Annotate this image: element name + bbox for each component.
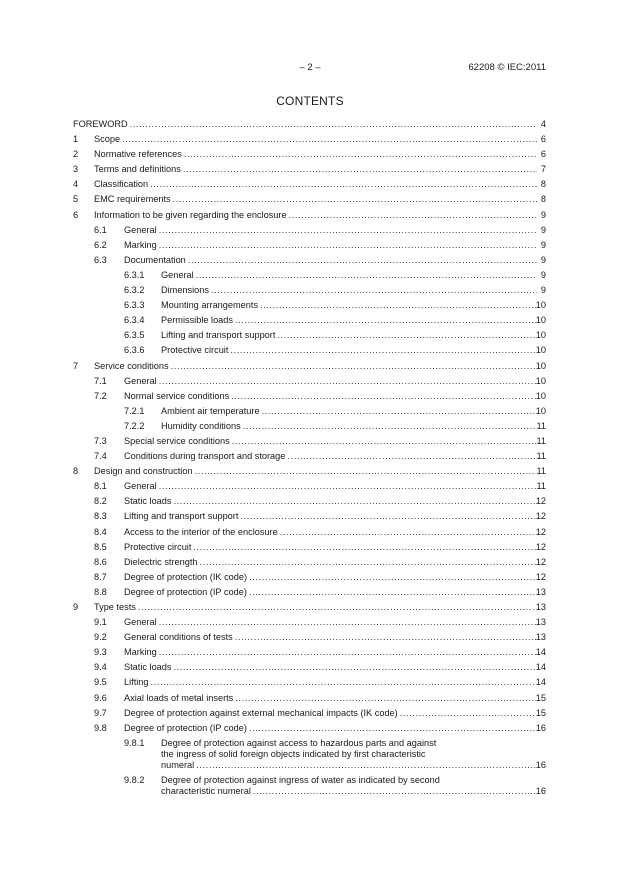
toc-entry[interactable] — [73, 300, 546, 311]
toc-entry-page: 8 — [537, 179, 546, 190]
toc-entry-text: Protective circuit ..... — [161, 345, 536, 356]
toc-entry-text: General ..... — [161, 270, 537, 281]
toc-entry[interactable] — [73, 542, 546, 553]
toc-entry-page: 14 — [535, 677, 546, 688]
toc-entry-text: Permissible loads ..... — [161, 315, 536, 326]
toc-entry-text: Lifting ..... — [124, 677, 536, 688]
toc-entry-text: Classification ..... — [94, 179, 537, 190]
toc-entry-text: Static loads ..... — [124, 496, 536, 507]
toc-entry-number: 8.7 — [94, 571, 107, 582]
toc-entry-number: 5 — [73, 194, 79, 205]
toc-entry-text: Scope ..... — [94, 134, 537, 145]
toc-entry-page: 16 — [535, 759, 546, 770]
toc-entry-text: General conditions of tests ..... — [124, 632, 536, 643]
toc-entry-number: 6.3.1 — [124, 269, 145, 280]
toc-entry-page: 16 — [535, 785, 546, 796]
toc-entry-number: 6.3.2 — [124, 285, 145, 296]
toc-entry-page: 14 — [535, 662, 546, 673]
toc-entry-page: 8 — [537, 194, 546, 205]
document-id: 62208 © IEC:2011 — [468, 62, 546, 73]
toc-entry-page: 12 — [535, 496, 546, 507]
toc-entry-number: 8.2 — [94, 496, 107, 507]
toc-entry-text: Dielectric strength ..... — [124, 557, 536, 568]
toc-entry-number: 9.8.2 — [124, 774, 145, 785]
toc-entry-page: 4 — [537, 119, 546, 130]
toc-entry-number: 8.4 — [94, 526, 107, 537]
toc-entry[interactable] — [73, 376, 546, 387]
toc-entry[interactable] — [73, 119, 546, 130]
toc-entry-page: 9 — [537, 225, 546, 236]
toc-entry-text: Normative references ..... — [94, 149, 537, 160]
toc-entry-text: Degree of protection against external mechanical impacts (IK code) ..... — [124, 708, 536, 719]
toc-entry-page: 12 — [535, 526, 546, 537]
toc-entry-page: 10 — [535, 300, 546, 311]
toc-entry[interactable] — [73, 345, 546, 356]
table-of-contents — [73, 119, 546, 801]
toc-entry[interactable] — [73, 255, 546, 266]
toc-entry-page: 12 — [535, 556, 546, 567]
toc-entry-number: 9.8 — [94, 722, 107, 733]
toc-entry-number: 9.2 — [94, 632, 107, 643]
toc-entry-text: General ..... — [124, 617, 536, 628]
toc-entry-text: EMC requirements ..... — [94, 194, 537, 205]
toc-entry-number: 8.8 — [94, 586, 107, 597]
toc-entry-text-line: Degree of protection against access to hazardous parts and against — [161, 737, 437, 748]
toc-entry-number: 7.3 — [94, 435, 107, 446]
toc-entry-number: 1 — [73, 134, 79, 145]
toc-entry-text: Type tests ..... — [94, 602, 536, 613]
toc-entry-text-line: Degree of protection against ingress of water as indicated by second — [161, 774, 440, 785]
toc-entry[interactable] — [73, 330, 546, 341]
toc-entry-text: Normal service conditions ..... — [124, 391, 536, 402]
toc-entry[interactable] — [73, 315, 546, 326]
toc-entry-page: 9 — [537, 285, 546, 296]
toc-entry-number: 7.4 — [94, 451, 107, 462]
toc-entry[interactable] — [73, 662, 546, 673]
toc-entry-text: Mounting arrangements ..... — [161, 300, 536, 311]
toc-entry[interactable] — [73, 496, 546, 507]
toc-entry-text: Humidity conditions ..... — [161, 421, 536, 432]
toc-entry[interactable] — [73, 647, 546, 658]
toc-entry-page: 11 — [536, 420, 546, 431]
toc-entry[interactable] — [73, 587, 546, 598]
toc-entry-page: 10 — [535, 315, 546, 326]
toc-entry-page: 9 — [537, 255, 546, 266]
toc-entry-number: 6.1 — [94, 224, 107, 235]
toc-entry[interactable] — [73, 775, 546, 797]
toc-entry[interactable] — [73, 677, 546, 688]
toc-entry[interactable] — [73, 179, 546, 190]
toc-entry[interactable] — [73, 436, 546, 447]
toc-entry-number: 8.6 — [94, 556, 107, 567]
toc-entry-text: Lifting and transport support ..... — [161, 330, 536, 341]
toc-entry-number: 6.3.5 — [124, 330, 145, 341]
toc-entry-number: 6.3 — [94, 254, 107, 265]
toc-entry-page: 15 — [535, 692, 546, 703]
toc-entry-page: 6 — [537, 149, 546, 160]
toc-entry[interactable] — [73, 557, 546, 568]
toc-entry-text: FOREWORD ..... — [73, 119, 537, 130]
toc-entry-text: Ambient air temperature ..... — [161, 406, 536, 417]
toc-entry-text: numeral ..... — [161, 760, 536, 771]
toc-entry-text: Design and construction ..... — [94, 466, 536, 477]
toc-entry-number: 8 — [73, 466, 79, 477]
toc-entry[interactable] — [73, 134, 546, 145]
toc-entry[interactable] — [73, 738, 546, 771]
toc-entry-text: Dimensions ..... — [161, 285, 537, 296]
toc-entry[interactable] — [73, 210, 546, 221]
toc-entry[interactable] — [73, 572, 546, 583]
toc-entry-page: 10 — [535, 390, 546, 401]
toc-entry-text: Axial loads of metal inserts ..... — [124, 693, 536, 704]
toc-entry-number: 9.7 — [94, 707, 107, 718]
toc-entry[interactable] — [73, 511, 546, 522]
toc-entry[interactable] — [73, 225, 546, 236]
toc-entry-text: Degree of protection (IK code) ..... — [124, 572, 536, 583]
page-number: – 2 – — [299, 62, 321, 73]
toc-entry-page: 10 — [535, 405, 546, 416]
toc-entry-page: 12 — [535, 571, 546, 582]
toc-entry-page: 12 — [535, 511, 546, 522]
toc-entry[interactable] — [73, 270, 546, 281]
toc-entry-number: 8.5 — [94, 541, 107, 552]
toc-entry-text: Terms and definitions ..... — [94, 164, 537, 175]
toc-entry-number: 8.1 — [94, 481, 107, 492]
toc-entry-text: Lifting and transport support ..... — [124, 511, 536, 522]
toc-entry-text: General ..... — [124, 376, 536, 387]
toc-entry[interactable] — [73, 285, 546, 296]
toc-entry-number: 6.3.3 — [124, 300, 145, 311]
toc-entry-text: Marking ..... — [124, 240, 537, 251]
toc-entry-page: 9 — [537, 210, 546, 221]
toc-entry-number: 6.3.4 — [124, 315, 145, 326]
toc-entry-page: 10 — [535, 375, 546, 386]
toc-entry[interactable] — [73, 391, 546, 402]
toc-entry-page: 11 — [536, 451, 546, 462]
toc-entry-text: Degree of protection (IP code) ..... — [124, 587, 536, 598]
toc-entry-text: Degree of protection (IP code) ..... — [124, 723, 536, 734]
toc-entry-number: 4 — [73, 179, 79, 190]
toc-entry-page: 7 — [537, 164, 546, 175]
toc-entry[interactable] — [73, 723, 546, 734]
toc-entry[interactable] — [73, 481, 546, 492]
toc-entry-number: 3 — [73, 164, 79, 175]
toc-entry[interactable] — [73, 149, 546, 160]
toc-entry-text: Static loads ..... — [124, 662, 536, 673]
contents-title: CONTENTS — [276, 94, 344, 108]
toc-entry[interactable] — [73, 527, 546, 538]
toc-entry[interactable] — [73, 602, 546, 613]
toc-entry-page: 10 — [535, 345, 546, 356]
toc-entry[interactable] — [73, 361, 546, 372]
toc-entry-page: 9 — [537, 270, 546, 281]
toc-entry-number: 9.6 — [94, 692, 107, 703]
toc-entry-page: 14 — [535, 647, 546, 658]
toc-entry-number: 6.2 — [94, 239, 107, 250]
toc-entry-text: Service conditions ..... — [94, 361, 536, 372]
toc-entry-number: 9 — [73, 602, 79, 612]
toc-entry-number: 7.2.1 — [124, 405, 145, 416]
toc-entry-number: 7.1 — [94, 375, 107, 386]
toc-entry[interactable] — [73, 194, 546, 205]
toc-entry-number: 2 — [73, 149, 79, 160]
toc-entry-text: Protective circuit ..... — [124, 542, 536, 553]
toc-entry-text: characteristic numeral ..... — [161, 786, 536, 797]
toc-entry[interactable] — [73, 406, 546, 417]
toc-entry[interactable] — [73, 164, 546, 175]
toc-entry-page: 9 — [537, 240, 546, 251]
toc-entry-number: 9.5 — [94, 677, 107, 688]
toc-entry-text: Special service conditions ..... — [124, 436, 536, 447]
toc-entry[interactable] — [73, 421, 546, 432]
toc-entry[interactable] — [73, 708, 546, 719]
toc-entry-page: 10 — [535, 330, 546, 341]
toc-entry-page: 10 — [535, 360, 546, 371]
toc-entry[interactable] — [73, 240, 546, 251]
toc-entry-number: 6 — [73, 209, 79, 220]
toc-entry[interactable] — [73, 466, 546, 477]
toc-entry-page: 6 — [537, 134, 546, 145]
toc-entry-page: 12 — [535, 541, 546, 552]
toc-entry-page: 16 — [535, 722, 546, 733]
toc-entry-page: 11 — [536, 466, 546, 477]
toc-entry-page: 13 — [535, 617, 546, 628]
toc-entry[interactable] — [73, 451, 546, 462]
toc-entry-text: Marking ..... — [124, 647, 536, 658]
toc-entry-text: General ..... — [124, 481, 536, 492]
toc-entry-text: General ..... — [124, 225, 537, 236]
toc-entry-number: 7.2.2 — [124, 420, 145, 431]
toc-entry-number: 9.8.1 — [124, 737, 145, 748]
toc-entry-number: 6.3.6 — [124, 345, 145, 356]
toc-entry-number: 9.4 — [94, 662, 107, 673]
toc-entry-text: Conditions during transport and storage ..... — [124, 451, 536, 462]
toc-entry-text: Documentation ..... — [124, 255, 537, 266]
toc-entry[interactable] — [73, 693, 546, 704]
toc-entry-page: 15 — [535, 707, 546, 718]
toc-entry-page: 11 — [536, 481, 546, 492]
toc-entry[interactable] — [73, 617, 546, 628]
toc-entry-page: 11 — [536, 435, 546, 446]
page-header — [0, 62, 620, 76]
toc-entry-number: 9.1 — [94, 617, 107, 628]
toc-entry-page: 13 — [535, 586, 546, 597]
toc-entry-number: 7 — [73, 360, 79, 371]
toc-entry[interactable] — [73, 632, 546, 643]
toc-entry-number: 9.3 — [94, 647, 107, 658]
toc-entry-number: 8.3 — [94, 511, 107, 522]
toc-entry-page: 13 — [535, 602, 546, 612]
toc-entry-text-line: the ingress of solid foreign objects indicated by first characteristic — [161, 748, 426, 759]
toc-entry-page: 13 — [535, 632, 546, 643]
toc-entry-text: Access to the interior of the enclosure ..... — [124, 527, 536, 538]
toc-entry-number: 7.2 — [94, 390, 107, 401]
toc-entry-text: Information to be given regarding the enclosure ..... — [94, 210, 537, 221]
